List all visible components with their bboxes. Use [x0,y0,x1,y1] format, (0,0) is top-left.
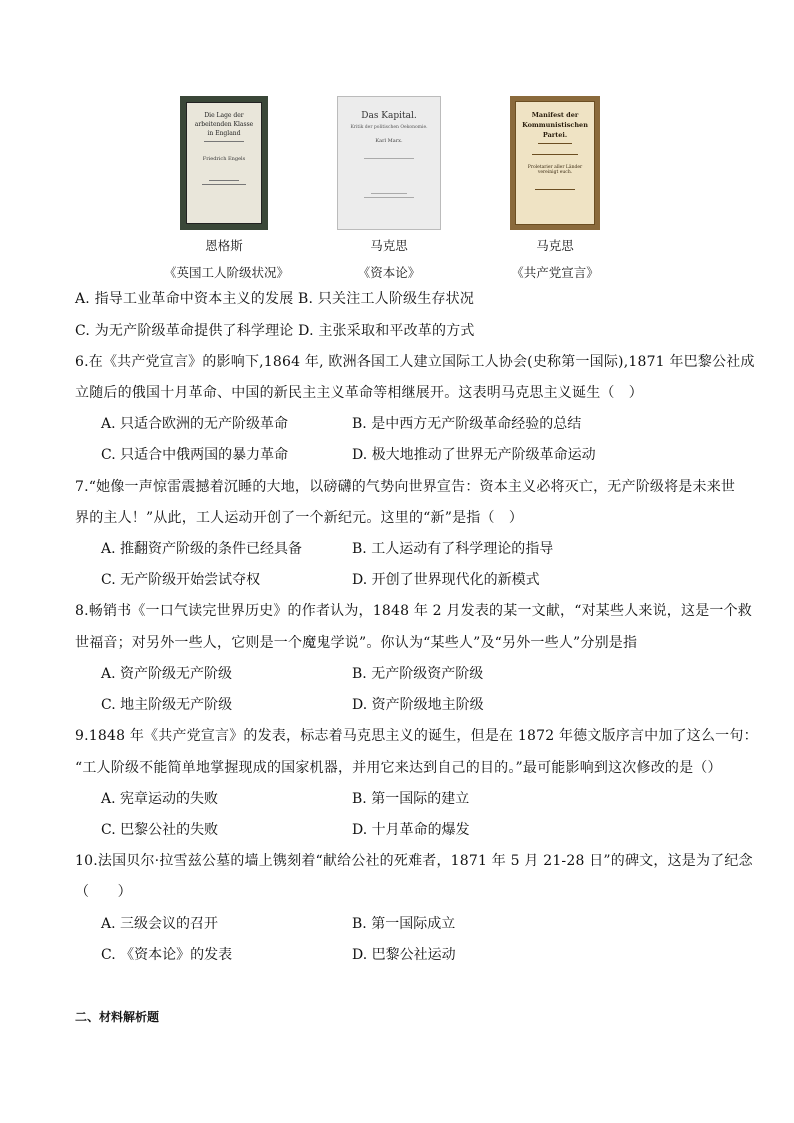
book-cover-image [337,96,441,230]
question-7-stem-line-2: 界的主人！”从此，工人运动开创了一个新纪元。这里的“新”是指（ ） [75,510,524,526]
book-figure-manifesto [480,96,630,281]
question-7-stem-line-1: 7.“她像一声惊雷震撼着沉睡的大地，以磅礴的气势向世界宣告：资本主义必将灭亡，无产阶级将是未来世 [75,479,736,495]
q5-options-line-1: A. 指导工业革命中资本主义的发展 B. 只关注工人阶级生存状况 [75,291,475,307]
book-figure-kapital [325,96,453,281]
cover-author: Karl Marx. [375,138,403,144]
question-8-option-d: D. 资产阶级地主阶级 [352,697,484,713]
q5-options-line-2: C. 为无产阶级革命提供了科学理论 D. 主张采取和平改革的方式 [75,323,475,339]
question-7-option-a: A. 推翻资产阶级的条件已经具备 [101,541,303,557]
question-6-stem-line-2: 立随后的俄国十月革命、中国的新民主主义革命等相继展开。这表明马克思主义诞生（ ） [75,385,643,401]
question-8-option-c: C. 地主阶级无产阶级 [101,697,233,713]
question-10-option-d: D. 巴黎公社运动 [352,947,456,963]
question-10-stem-line-1: 10.法国贝尔·拉雪兹公墓的墙上镌刻着“献给公社的死难者，1871 年 5 月 21-28 日”的碑文，这是为了纪念 [75,853,753,869]
question-8-stem-line-1: 8.畅销书《一口气读完世界历史》的作者认为，1848 年 2 月发表的某一文献，“对某些人来说，这是一个救 [75,603,752,619]
book-figure-engels [164,96,290,281]
book-figures [0,96,794,296]
cover-title: Manifest der Kommunistischen Partei. [522,111,588,139]
cover-author: Friedrich Engels [202,156,246,162]
question-8-option-a: A. 资产阶级无产阶级 [101,666,233,682]
question-9-option-c: C. 巴黎公社的失败 [101,822,219,838]
question-6-option-a: A. 只适合欧洲的无产阶级革命 [101,416,289,432]
question-10-option-c: C. 《资本论》的发表 [101,947,233,963]
book-author-label: 马克思 [536,238,574,253]
question-7-option-d: D. 开创了世界现代化的新模式 [352,572,540,588]
question-6-option-b: B. 是中西方无产阶级革命经验的总结 [352,416,582,432]
question-10-option-a: A. 三级会议的召开 [101,916,219,932]
question-10-option-b: B. 第一国际成立 [352,916,456,932]
question-6-stem-line-1: 6.在《共产党宣言》的影响下,1864 年, 欧洲各国工人建立国际工人协会(史称第一国际),1871 年巴黎公社成 [75,354,755,370]
book-cover-image [510,96,600,230]
question-6-option-c: C. 只适合中俄两国的暴力革命 [101,447,289,463]
question-8-stem-line-2: 世福音；对另外一些人，它则是一个魔鬼学说”。你认为“某些人”及“另外一些人”分别是指 [75,635,638,651]
book-title-label: 《资本论》 [357,265,421,280]
book-title-label: 《共产党宣言》 [511,265,599,280]
question-9-option-b: B. 第一国际的建立 [352,791,470,807]
question-9-stem-line-1: 9.1848 年《共产党宣言》的发表，标志着马克思主义的诞生，但是在 1872 年德文版序言中加了这么一句： [75,728,758,744]
question-9-stem-line-2: “工人阶级不能简单地掌握现成的国家机器，并用它来达到自己的目的。”最可能影响到这次修改的是（） [75,760,722,776]
book-author-label: 恩格斯 [205,238,243,253]
book-author-label: 马克思 [370,238,408,253]
cover-footer: Proletarier aller Länder vereinigt euch. [527,165,583,175]
book-cover-image [180,96,268,230]
question-6-option-d: D. 极大地推动了世界无产阶级革命运动 [352,447,596,463]
section-heading: 二、材料解析题 [75,1010,160,1024]
question-9-option-d: D. 十月革命的爆发 [352,822,470,838]
cover-subtitle: Kritik der politischen Oekonomie. [350,125,428,130]
book-title-label: 《英国工人阶级状况》 [164,265,290,280]
question-8-option-b: B. 无产阶级资产阶级 [352,666,484,682]
question-9-option-a: A. 宪章运动的失败 [101,791,219,807]
cover-title: Die Lage der arbeitenden Klasse in England [194,112,254,137]
question-7-option-c: C. 无产阶级开始尝试夺权 [101,572,261,588]
cover-title: Das Kapital. [361,111,417,121]
question-7-option-b: B. 工人运动有了科学理论的指导 [352,541,554,557]
question-10-stem-line-2: （ ） [75,884,132,900]
